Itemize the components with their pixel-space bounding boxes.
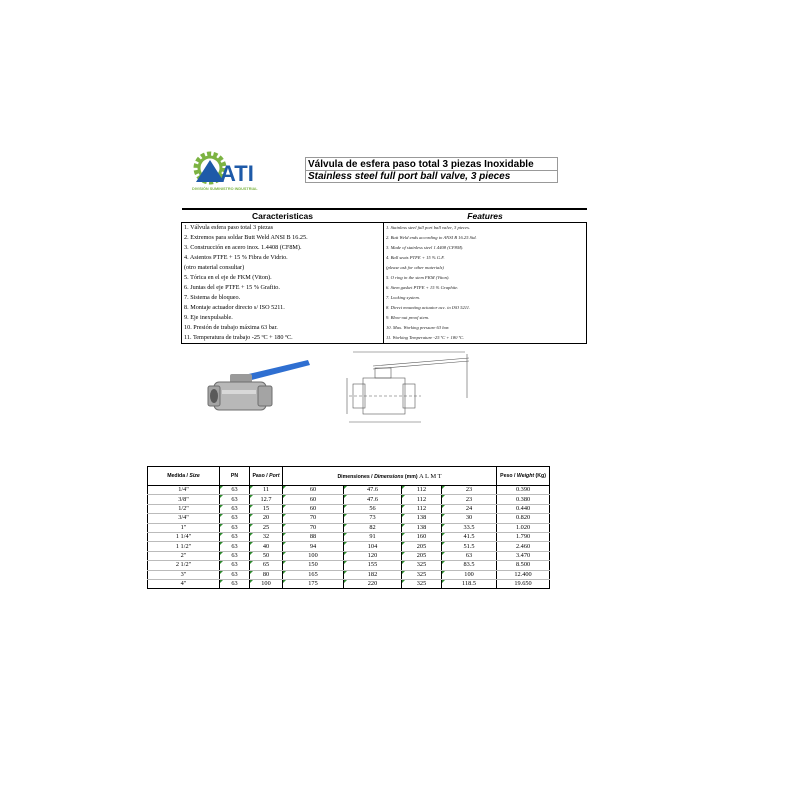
table-row [148, 523, 550, 532]
characteristic-es: 9. Eje inexpulsable. [182, 313, 384, 323]
cell-dim-a: 60 [283, 504, 344, 513]
characteristic-en: 11. Working Temperature -25 ºC + 180 ºC. [384, 333, 587, 344]
cell-size: 2" [148, 551, 220, 560]
cell-dim-a: 175 [283, 579, 344, 588]
cell-weight: 0.390 [497, 486, 550, 495]
cell-dim-a: 70 [283, 514, 344, 523]
cell-size: 1 1/2" [148, 542, 220, 551]
characteristics-row [182, 333, 587, 344]
cell-size: 1" [148, 523, 220, 532]
cell-weight: 1.790 [497, 532, 550, 541]
cell-dim-m: 325 [402, 579, 442, 588]
cell-weight: 19.650 [497, 579, 550, 588]
cell-dim-m: 112 [402, 486, 442, 495]
cell-port: 15 [250, 504, 283, 513]
header-pn: PN [220, 467, 250, 486]
cell-weight: 3.470 [497, 551, 550, 560]
cell-port: 40 [250, 542, 283, 551]
characteristics-header-en: Features [384, 209, 587, 223]
cell-dim-l: 182 [344, 570, 402, 579]
characteristics-row [182, 253, 587, 263]
cell-weight: 1.020 [497, 523, 550, 532]
header-dims-es: Dimensiones / [337, 473, 375, 480]
characteristic-en: 3. Made of stainless steel 1.4408 (CF8M). [384, 243, 587, 253]
cell-dim-a: 70 [283, 523, 344, 532]
cell-dim-a: 88 [283, 532, 344, 541]
cell-port: 65 [250, 561, 283, 570]
cell-weight: 0.380 [497, 495, 550, 504]
table-row [148, 514, 550, 523]
characteristic-es: 4. Asientos PTFE + 15 % Fibra de Vidrio. [182, 253, 384, 263]
dimensions-body [148, 486, 550, 589]
characteristic-en: 2. Butt Weld ends according to ANSI B 16.25 Std. [384, 233, 587, 243]
cell-pn: 63 [220, 579, 250, 588]
characteristics-row [182, 273, 587, 283]
valve-end-right [258, 386, 272, 406]
cell-size: 2 1/2" [148, 561, 220, 570]
cell-dim-l: 220 [344, 579, 402, 588]
cell-pn: 63 [220, 551, 250, 560]
characteristic-es: 8. Montaje actuador directo s/ ISO 5211. [182, 303, 384, 313]
header-port-en: Port [269, 473, 280, 479]
cell-dim-m: 205 [402, 551, 442, 560]
header-dims-unit: (mm) [403, 473, 420, 480]
characteristic-en: 6. Stem gasket PTFE + 15 % Graphite. [384, 283, 587, 293]
characteristic-es: 1. Válvula esfera paso total 3 piezas [182, 223, 384, 234]
header-weight-unit: (Kg) [534, 473, 546, 479]
cell-port: 12.7 [250, 495, 283, 504]
cell-size: 1/4" [148, 486, 220, 495]
cell-dim-t: 118.5 [442, 579, 497, 588]
cell-port: 50 [250, 551, 283, 560]
cell-port: 11 [250, 486, 283, 495]
characteristic-en: 9. Blow-out proof stem. [384, 313, 587, 323]
cell-dim-t: 100 [442, 570, 497, 579]
characteristics-row [182, 303, 587, 313]
characteristics-row [182, 283, 587, 293]
cell-pn: 63 [220, 570, 250, 579]
cell-pn: 63 [220, 542, 250, 551]
cell-dim-t: 83.5 [442, 561, 497, 570]
characteristic-es: 6. Juntas del eje PTFE + 15 % Grafito. [182, 283, 384, 293]
cell-dim-t: 23 [442, 495, 497, 504]
cell-size: 1/2" [148, 504, 220, 513]
table-row [148, 542, 550, 551]
characteristics-header-es: Caracteristicas [182, 209, 384, 223]
cell-dim-m: 138 [402, 514, 442, 523]
cell-pn: 63 [220, 495, 250, 504]
cell-dim-l: 82 [344, 523, 402, 532]
cell-size: 3" [148, 570, 220, 579]
header-size [148, 467, 220, 486]
characteristics-row [182, 293, 587, 303]
header-size-es: Medida / [167, 473, 190, 479]
characteristic-en: 5. O ring in the stem FKM (Viton). [384, 273, 587, 283]
cell-port: 100 [250, 579, 283, 588]
header-weight [497, 467, 550, 486]
characteristic-en: (please ask for other materials) [384, 263, 587, 273]
cell-dim-a: 165 [283, 570, 344, 579]
valve-port [210, 389, 218, 403]
cell-dim-t: 24 [442, 504, 497, 513]
cell-port: 32 [250, 532, 283, 541]
valve-technical-drawing [345, 348, 475, 430]
cell-dim-a: 60 [283, 486, 344, 495]
cell-size: 3/8" [148, 495, 220, 504]
ati-logo [190, 148, 272, 194]
valve-photo [200, 352, 312, 424]
dimensions-table [147, 466, 550, 589]
cell-pn: 63 [220, 504, 250, 513]
cell-dim-a: 60 [283, 495, 344, 504]
table-row [148, 486, 550, 495]
cell-dim-m: 138 [402, 523, 442, 532]
cell-dim-m: 160 [402, 532, 442, 541]
cell-dim-m: 325 [402, 561, 442, 570]
characteristic-en: 7. Locking system. [384, 293, 587, 303]
header-dims-letters: A L M T [419, 472, 442, 480]
valve-highlight [222, 390, 256, 394]
cell-dim-t: 63 [442, 551, 497, 560]
cell-dim-m: 325 [402, 570, 442, 579]
characteristic-es: 11. Temperatura de trabajo -25 ºC + 180 ºC. [182, 333, 384, 344]
characteristic-en: 1. Stainless steel full port ball valve, 3 pieces. [384, 223, 587, 234]
cell-dim-t: 30 [442, 514, 497, 523]
cell-dim-l: 73 [344, 514, 402, 523]
title-spanish: Válvula de esfera paso total 3 piezas Inoxidable [305, 157, 558, 170]
characteristics-row [182, 223, 587, 234]
cell-dim-t: 23 [442, 486, 497, 495]
cell-dim-m: 112 [402, 495, 442, 504]
table-row [148, 504, 550, 513]
cell-pn: 63 [220, 523, 250, 532]
characteristics-row [182, 313, 587, 323]
cell-dim-a: 94 [283, 542, 344, 551]
cell-dim-l: 56 [344, 504, 402, 513]
characteristic-en: 8. Direct mounting actuator acc. to ISO 5211. [384, 303, 587, 313]
cell-pn: 63 [220, 561, 250, 570]
cell-weight: 12.400 [497, 570, 550, 579]
characteristic-es: 5. Tórica en el eje de FKM (Viton). [182, 273, 384, 283]
characteristics-body [182, 223, 587, 344]
characteristic-es: 7. Sistema de bloqueo. [182, 293, 384, 303]
title-english: Stainless steel full port ball valve, 3 pieces [305, 170, 558, 183]
cell-dim-m: 112 [402, 504, 442, 513]
characteristic-es: 10. Presión de trabajo máxima 63 bar. [182, 323, 384, 333]
table-row [148, 570, 550, 579]
cell-weight: 8.500 [497, 561, 550, 570]
cell-dim-l: 47.6 [344, 495, 402, 504]
header-port [250, 467, 283, 486]
cell-dim-t: 33.5 [442, 523, 497, 532]
table-row [148, 551, 550, 560]
cell-dim-l: 120 [344, 551, 402, 560]
cell-dim-m: 205 [402, 542, 442, 551]
characteristics-row [182, 243, 587, 253]
characteristics-row [182, 233, 587, 243]
characteristic-es: 3. Construcción en acero inox. 1.4408 (CF8M). [182, 243, 384, 253]
cell-dim-l: 91 [344, 532, 402, 541]
cell-pn: 63 [220, 514, 250, 523]
cell-size: 4" [148, 579, 220, 588]
cell-dim-l: 104 [344, 542, 402, 551]
table-row [148, 561, 550, 570]
logo-subtext: DIVISIÓN SUMINISTRO INDUSTRIAL [192, 187, 258, 191]
cell-port: 20 [250, 514, 283, 523]
table-row [148, 532, 550, 541]
characteristics-row [182, 323, 587, 333]
cell-port: 80 [250, 570, 283, 579]
header-size-en: Size [189, 473, 200, 479]
characteristics-table [181, 208, 587, 344]
cell-size: 1 1/4" [148, 532, 220, 541]
table-row [148, 495, 550, 504]
cell-weight: 2.460 [497, 542, 550, 551]
header-port-es: Paso / [252, 473, 270, 479]
cell-dim-a: 150 [283, 561, 344, 570]
cell-dim-t: 51.5 [442, 542, 497, 551]
header-weight-en: Weight [516, 473, 535, 479]
header-dimensions [283, 467, 497, 486]
cell-weight: 0.440 [497, 504, 550, 513]
logo-text: ATI [220, 161, 254, 186]
drawing-stem [375, 368, 391, 378]
cell-dim-l: 47.6 [344, 486, 402, 495]
table-row [148, 579, 550, 588]
header-dims-en: Dimensions [374, 473, 404, 480]
cell-weight: 0.820 [497, 514, 550, 523]
characteristic-en: 10. Max. Working pressure 63 bar. [384, 323, 587, 333]
cell-port: 25 [250, 523, 283, 532]
header-weight-es: Peso / [500, 473, 517, 479]
cell-size: 3/4" [148, 514, 220, 523]
cell-pn: 63 [220, 532, 250, 541]
cell-dim-l: 155 [344, 561, 402, 570]
characteristic-en: 4. Ball seats PTFE + 15 % G.F. [384, 253, 587, 263]
characteristic-es: 2. Extremos para soldar Butt Weld ANSI B 16.25. [182, 233, 384, 243]
cell-dim-a: 100 [283, 551, 344, 560]
characteristic-es: (otro material consultar) [182, 263, 384, 273]
cell-dim-t: 41.5 [442, 532, 497, 541]
characteristics-row [182, 263, 587, 273]
cell-pn: 63 [220, 486, 250, 495]
